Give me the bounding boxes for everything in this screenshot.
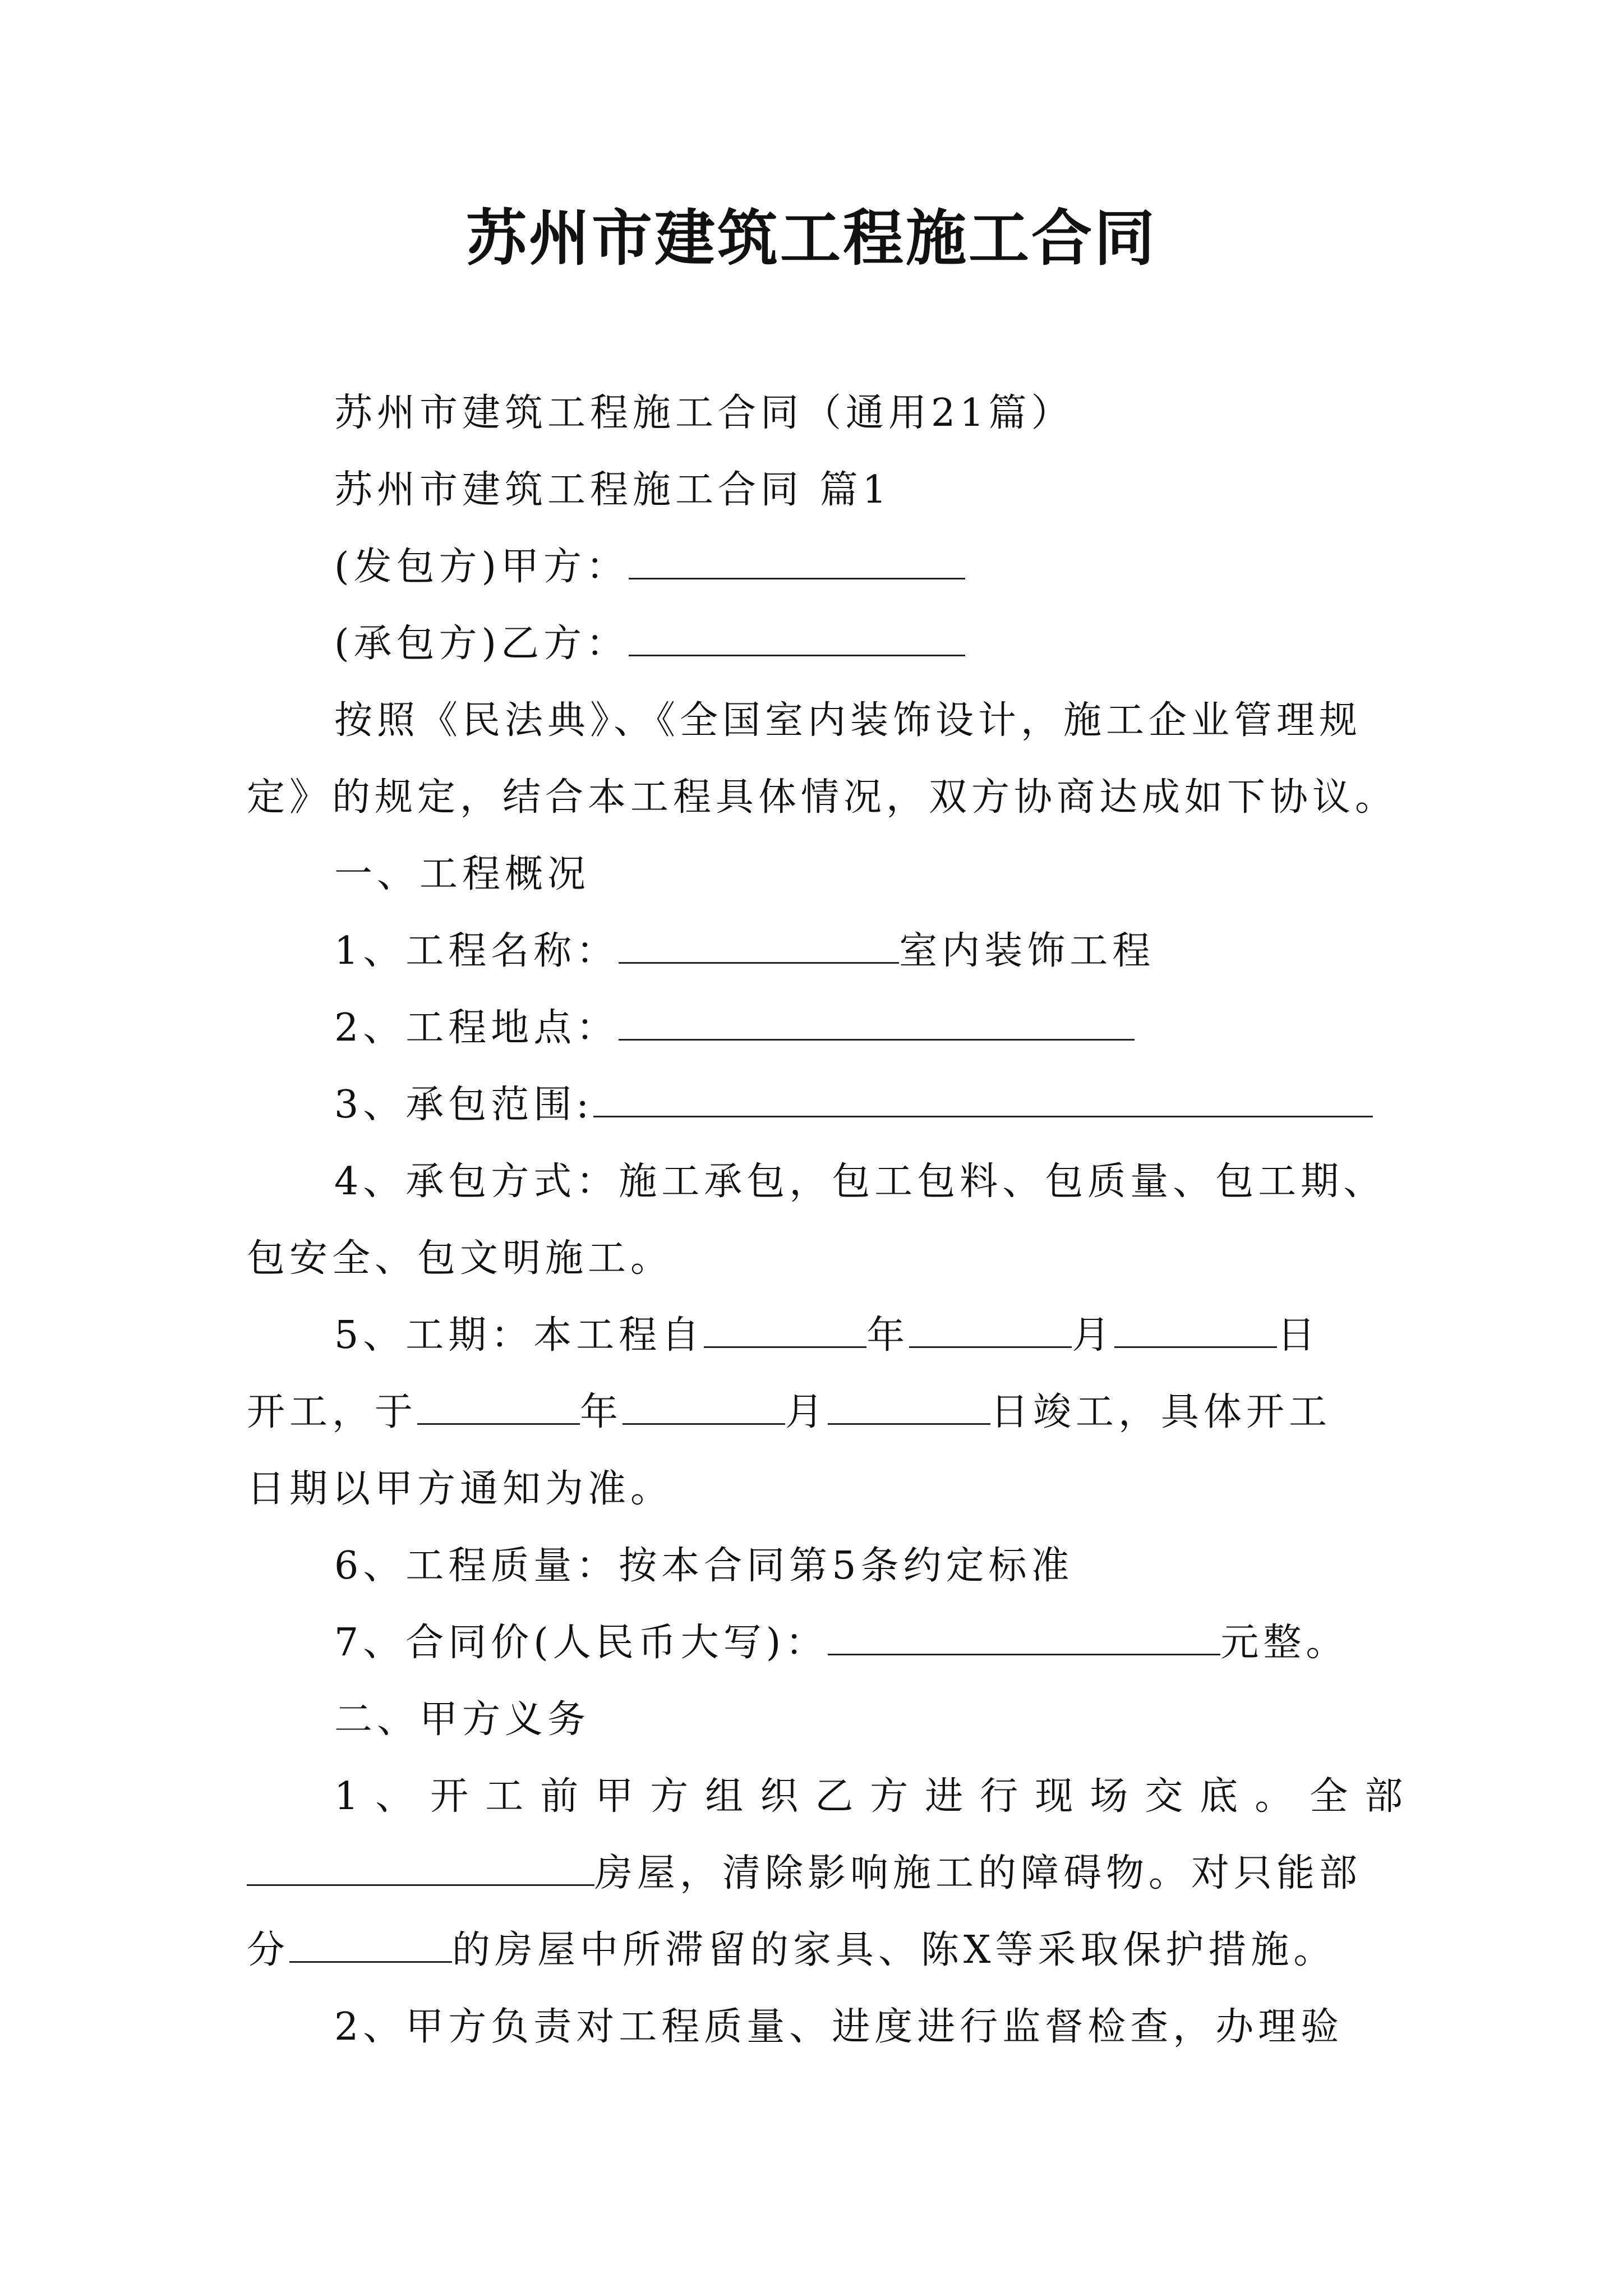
text-line <box>247 1374 1388 1451</box>
paragraph-text: 6、工程质量：按本合同第5条约定标准 <box>334 1544 1074 1588</box>
paragraph-text: 日期以甲方通知为准。 <box>247 1467 674 1511</box>
text-line <box>247 1681 1388 1758</box>
paragraph-text: 分 <box>247 1928 290 1972</box>
blank-field <box>619 928 899 964</box>
paragraph-text: 年 <box>866 1313 910 1358</box>
paragraph-text: 按照《民法典》、《全国室内装饰设计，施工企业管理规 <box>334 698 1362 743</box>
text-line <box>247 759 1398 836</box>
paragraph-text: 月 <box>785 1390 828 1434</box>
text-line <box>247 1758 1420 1835</box>
blank-field <box>704 1312 866 1348</box>
paragraph-text: 的房屋中所滞留的家具、陈X等采取保护措施。 <box>452 1928 1336 1972</box>
field-label: 1、工程名称： <box>334 929 619 973</box>
section-heading: 一、工程概况 <box>334 852 591 896</box>
paragraph-text: 日 <box>1277 1313 1320 1358</box>
paragraph-text: 日竣工，具体开工 <box>990 1390 1332 1434</box>
paragraph-text: 5、工期：本工程自 <box>334 1313 704 1358</box>
text-line <box>247 913 1388 990</box>
paragraph-text: 房屋，清除影响施工的障碍物。对只能部 <box>594 1851 1362 1895</box>
party-a-line <box>247 528 1388 605</box>
field-value: 室内装饰工程 <box>899 929 1155 973</box>
subtitle: 苏州市建筑工程施工合同（通用21篇） <box>334 391 1074 435</box>
field-label: 3、承包范围: <box>334 1083 594 1127</box>
party-b-label: (承包方)乙方： <box>334 622 629 666</box>
text-line <box>247 1220 1388 1297</box>
section-heading: 苏州市建筑工程施工合同 篇1 <box>334 468 891 512</box>
text-line <box>247 990 1388 1066</box>
blank-field <box>619 1005 1135 1041</box>
section-heading: 二、甲方义务 <box>334 1697 591 1742</box>
text-line <box>247 1835 1388 1912</box>
paragraph-text: 包安全、包文明施工。 <box>247 1236 674 1281</box>
text-line <box>247 1451 1388 1527</box>
text-line <box>247 1297 1388 1374</box>
blank-field <box>828 1619 1220 1655</box>
paragraph-text: 1、开工前甲方组织乙方进行现场交底。全部 <box>334 1774 1420 1819</box>
blank-field <box>593 1082 1373 1117</box>
text-line <box>247 1989 1388 2065</box>
document-title: 苏州市建筑工程施工合同 <box>465 203 1157 274</box>
text-line <box>247 1912 1388 1989</box>
blank-field <box>629 620 965 656</box>
field-label: 7、合同价(人民币大写)： <box>334 1621 828 1665</box>
blank-field <box>417 1389 580 1425</box>
blank-field <box>629 544 965 579</box>
text-line <box>247 682 1388 759</box>
blank-field <box>289 1927 452 1963</box>
paragraph-text: 定》的规定，结合本工程具体情况，双方协商达成如下协议。 <box>247 775 1398 820</box>
blank-field <box>828 1389 990 1425</box>
paragraph-text: 2、甲方负责对工程质量、进度进行监督检查，办理验 <box>334 2005 1344 2049</box>
text-line <box>247 1066 1388 1143</box>
paragraph-text: 年 <box>580 1390 623 1434</box>
paragraph-text: 月 <box>1072 1313 1115 1358</box>
blank-field <box>623 1389 785 1425</box>
text-line <box>247 1527 1388 1604</box>
blank-field <box>1114 1312 1277 1348</box>
paragraph-text: 4、承包方式：施工承包，包工包料、包质量、包工期、 <box>334 1159 1386 1204</box>
party-b-line <box>247 605 1388 682</box>
text-line <box>247 375 1388 452</box>
party-a-label: (发包方)甲方： <box>334 545 629 589</box>
paragraph-text: 开工，于 <box>247 1390 418 1434</box>
text-line <box>247 1604 1388 1681</box>
document-body <box>247 375 1420 2065</box>
text-line <box>247 836 1388 913</box>
paragraph-text: 元整。 <box>1220 1621 1349 1665</box>
field-label: 2、工程地点： <box>334 1006 619 1050</box>
text-line <box>247 452 1388 528</box>
blank-field <box>909 1312 1072 1348</box>
text-line <box>247 1143 1388 1220</box>
blank-field <box>247 1850 594 1886</box>
